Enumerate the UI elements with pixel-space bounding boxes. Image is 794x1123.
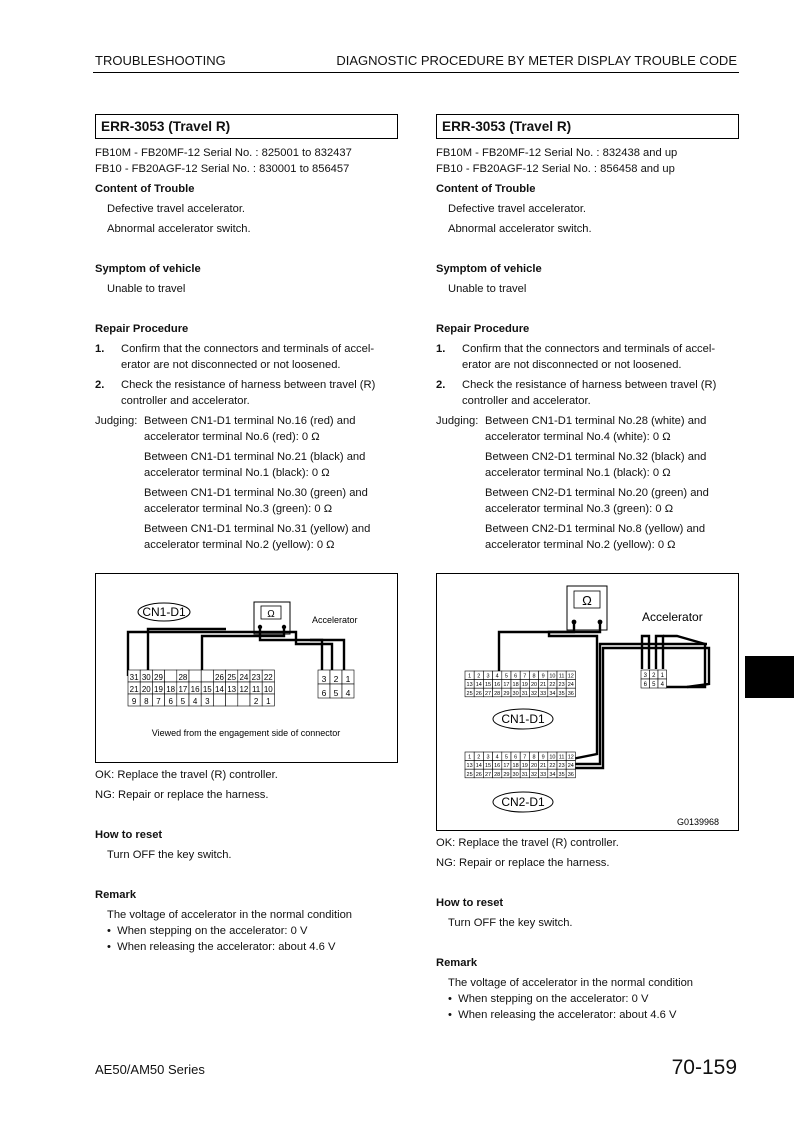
connector-cell [238,694,250,706]
right-remark-heading: Remark [436,957,478,969]
left-remark-2: • When stepping on the accelerator: 0 V [107,925,308,937]
right-content-1: Defective travel accelerator. [448,203,587,215]
terminal-number: 9 [541,673,545,680]
right-accelerator-connector [641,670,667,688]
right-column [436,114,739,1023]
left-judging-item: Between CN1-D1 terminal No.30 (green) and accelerator terminal No.3 (green): 0 Ω [144,487,368,515]
terminal-number: 8 [532,754,536,761]
right-step-1 [436,341,739,373]
left-step-2 [95,377,398,409]
terminal-number: 1 [660,673,664,679]
terminal-number: 26 [215,673,224,682]
terminal-number: 1 [468,673,472,680]
terminal-number: 22 [549,763,556,770]
terminal-number: 25 [227,673,237,682]
terminal-number: 8 [532,673,536,680]
left-wiring-figure [95,573,398,763]
right-cn2-connector-grid [465,752,575,778]
right-step-2 [436,377,739,409]
terminal-number: 27 [484,690,492,697]
terminal-number: 31 [129,673,139,682]
left-wiring-diagram [96,574,397,762]
right-cn1-label: CN1-D1 [501,712,545,726]
terminal-number: 29 [503,690,510,697]
right-content-2: Abnormal accelerator switch. [448,223,592,235]
right-reset: Turn OFF the key switch. [448,917,573,929]
terminal-number: 32 [530,690,538,697]
header-rule [93,72,739,73]
right-wiring-figure [436,573,739,831]
terminal-number: 3 [321,674,327,684]
terminal-number: 25 [466,771,473,778]
left-step-2-number: 2. [95,379,105,391]
terminal-number: 13 [227,685,237,694]
terminal-number: 31 [521,690,528,697]
right-remark-2: • When stepping on the accelerator: 0 V [448,993,649,1005]
terminal-number: 4 [660,682,664,688]
left-symptom: Unable to travel [107,283,186,295]
terminal-number: 21 [540,682,547,689]
terminal-number: 18 [166,685,176,694]
terminal-number: 6 [514,673,518,680]
terminal-number: 10 [549,754,556,761]
connector-cell [165,670,177,682]
terminal-number: 33 [540,690,547,697]
right-remark-3: • When releasing the accelerator: about 4.6 V [448,1009,677,1021]
terminal-number: 4 [495,754,499,761]
terminal-number: 26 [475,771,482,778]
terminal-number: 30 [141,673,151,682]
terminal-number: 11 [251,685,261,694]
terminal-number: 18 [512,763,519,770]
terminal-number: 34 [549,771,556,778]
terminal-number: 35 [558,771,565,778]
chapter-thumb-tab [745,656,794,698]
left-judging-item: Between CN1-D1 terminal No.21 (black) and accelerator terminal No.1 (black): 0 Ω [144,451,366,479]
terminal-number: 32 [530,771,538,778]
footer-page-number: 70-159 [671,1056,737,1079]
terminal-number: 23 [558,682,565,689]
left-step-2-line-a: Check the resistance of harness between travel (R) [121,379,376,391]
terminal-number: 31 [521,771,528,778]
terminal-number: 9 [131,697,137,706]
terminal-number: 28 [494,771,501,778]
terminal-number: 24 [239,673,249,682]
left-serial-1: FB10M - FB20MF-12 Serial No. : 825001 to 832437 [95,147,352,159]
left-step-1-line-a: Confirm that the connectors and terminals of accel- [121,343,375,355]
terminal-number: 15 [202,685,212,694]
terminal-number: 1 [468,754,472,761]
terminal-number: 5 [504,673,508,680]
left-figure-caption: Viewed from the engagement side of connector [151,728,341,738]
right-content-heading: Content of Trouble [436,183,536,195]
terminal-number: 13 [466,682,473,689]
terminal-number: 15 [484,682,492,689]
left-judging-item: Between CN1-D1 terminal No.16 (red) and accelerator terminal No.6 (red): 0 Ω [144,415,356,443]
right-judging [436,413,739,557]
terminal-number: 27 [484,771,492,778]
connector-cell [213,694,225,706]
left-repair-heading: Repair Procedure [95,323,189,335]
terminal-number: 19 [154,685,163,694]
terminal-number: 6 [643,682,647,688]
terminal-number: 25 [466,690,473,697]
terminal-number: 10 [549,673,556,680]
terminal-number: 28 [494,690,501,697]
terminal-number: 22 [549,682,556,689]
terminal-number: 18 [512,682,519,689]
terminal-number: 3 [643,673,647,679]
terminal-number: 7 [156,697,161,706]
terminal-number: 16 [494,682,501,689]
terminal-number: 15 [484,763,492,770]
terminal-number: 2 [477,673,481,680]
right-serial-2: FB10 - FB20AGF-12 Serial No. : 856458 and up [436,163,675,175]
terminal-number: 12 [567,673,574,680]
terminal-number: 7 [523,754,527,761]
terminal-number: 6 [321,688,327,698]
left-cn-label: CN1-D1 [142,605,186,619]
left-cn1-connector-grid [128,670,274,706]
left-symptom-heading: Symptom of vehicle [95,263,201,275]
terminal-number: 2 [253,697,259,706]
header-chapter-title: DIAGNOSTIC PROCEDURE BY METER DISPLAY TROUBLE CODE [336,53,737,68]
right-repair-heading: Repair Procedure [436,323,530,335]
terminal-number: 11 [558,673,565,680]
terminal-number: 5 [333,688,339,698]
terminal-number: 3 [205,697,210,706]
terminal-number: 29 [503,771,510,778]
terminal-number: 1 [345,674,351,684]
terminal-number: 1 [266,697,271,706]
terminal-number: 17 [178,685,188,694]
left-accelerator-label: Accelerator [312,615,358,625]
terminal-number: 17 [503,682,510,689]
terminal-number: 14 [215,685,224,694]
terminal-number: 21 [129,685,139,694]
terminal-number: 23 [558,763,565,770]
left-ohm-symbol: Ω [267,609,275,620]
left-judging-item: Between CN1-D1 terminal No.31 (yellow) and accelerator terminal No.2 (yellow): 0 Ω [144,523,371,551]
left-reset: Turn OFF the key switch. [107,849,232,861]
terminal-number: 12 [239,685,249,694]
terminal-number: 36 [567,690,574,697]
terminal-number: 33 [540,771,547,778]
right-remark-1: The voltage of accelerator in the normal condition [448,977,694,989]
connector-cell [189,670,201,682]
left-serial-2: FB10 - FB20AGF-12 Serial No. : 830001 to 856457 [95,163,350,175]
right-figure-code: G0139968 [676,817,719,827]
right-ohm-symbol: Ω [582,593,592,608]
left-remark-3: • When releasing the accelerator: about 4.6 V [107,941,336,953]
left-content-2: Abnormal accelerator switch. [107,223,251,235]
left-step-2-line-b: controller and accelerator. [121,395,250,407]
terminal-number: 4 [495,673,499,680]
terminal-number: 8 [144,697,149,706]
terminal-number: 16 [190,685,200,694]
terminal-number: 26 [475,690,482,697]
terminal-number: 4 [192,697,198,706]
left-step-1-number: 1. [95,343,105,355]
left-ng: NG: Repair or replace the harness. [95,789,269,801]
right-wiring-diagram [437,574,738,830]
terminal-number: 3 [486,673,490,680]
terminal-number: 5 [652,682,656,688]
connector-cell [201,670,213,682]
left-column [95,114,398,955]
terminal-number: 14 [475,682,482,689]
terminal-number: 36 [567,771,574,778]
terminal-number: 6 [168,697,173,706]
right-step-1-line-b: erator are not disconnected or not loosened. [462,359,682,371]
terminal-number: 3 [486,754,490,761]
terminal-number: 14 [475,763,482,770]
left-error-title: ERR-3053 (Travel R) [95,114,398,139]
right-symptom-heading: Symptom of vehicle [436,263,542,275]
left-content-1: Defective travel accelerator. [107,203,246,215]
terminal-number: 6 [514,754,518,761]
terminal-number: 13 [466,763,473,770]
terminal-number: 11 [558,754,565,761]
terminal-number: 17 [503,763,510,770]
terminal-number: 2 [652,673,656,679]
right-ok: OK: Replace the travel (R) controller. [436,837,619,849]
terminal-number: 30 [512,690,519,697]
terminal-number: 5 [504,754,508,761]
terminal-number: 20 [530,682,538,689]
right-ng: NG: Repair or replace the harness. [436,857,610,869]
connector-cell [226,694,238,706]
left-step-1 [95,341,398,373]
left-reset-heading: How to reset [95,829,163,841]
terminal-number: 2 [333,674,339,684]
terminal-number: 23 [251,673,261,682]
right-judging-item: Between CN1-D1 terminal No.28 (white) and accelerator terminal No.4 (white): 0 Ω [485,415,707,443]
terminal-number: 2 [477,754,481,761]
left-step-1-line-b: erator are not disconnected or not loosened. [121,359,341,371]
terminal-number: 4 [345,688,351,698]
right-judging-item: Between CN2-D1 terminal No.32 (black) and accelerator terminal No.1 (black): 0 Ω [485,451,707,479]
terminal-number: 10 [263,685,273,694]
terminal-number: 19 [521,682,528,689]
terminal-number: 20 [530,763,538,770]
terminal-number: 12 [567,754,574,761]
left-judging [95,413,398,557]
terminal-number: 21 [540,763,547,770]
right-judging-item: Between CN2-D1 terminal No.8 (yellow) and accelerator terminal No.2 (yellow): 0 Ω [485,523,706,551]
right-cn2-label: CN2-D1 [501,795,545,809]
terminal-number: 30 [512,771,519,778]
terminal-number: 9 [541,754,545,761]
left-content-heading: Content of Trouble [95,183,195,195]
terminal-number: 16 [494,763,501,770]
terminal-number: 19 [521,763,528,770]
terminal-number: 24 [567,763,574,770]
left-ok: OK: Replace the travel (R) controller. [95,769,278,781]
terminal-number: 24 [567,682,574,689]
left-accelerator-connector [318,670,354,698]
right-judging-label: Judging: [436,415,479,427]
left-judging-label: Judging: [95,415,138,427]
right-step-1-number: 1. [436,343,446,355]
terminal-number: 22 [263,673,273,682]
right-accelerator-label: Accelerator [642,610,703,624]
terminal-number: 28 [178,673,188,682]
left-remark-1: The voltage of accelerator in the normal condition [107,909,353,921]
right-step-2-line-b: controller and accelerator. [462,395,591,407]
right-step-2-line-a: Check the resistance of harness between travel (R) [462,379,717,391]
header-section-label: TROUBLESHOOTING [95,53,226,68]
right-serial-1: FB10M - FB20MF-12 Serial No. : 832438 and up [436,147,678,159]
footer-series: AE50/AM50 Series [95,1062,205,1077]
terminal-number: 35 [558,690,565,697]
right-cn1-connector-grid [465,671,575,697]
terminal-number: 34 [549,690,556,697]
right-step-1-line-a: Confirm that the connectors and terminals of accel- [462,343,716,355]
right-symptom: Unable to travel [448,283,527,295]
right-judging-item: Between CN2-D1 terminal No.20 (green) and accelerator terminal No.3 (green): 0 Ω [485,487,709,515]
right-step-2-number: 2. [436,379,446,391]
right-reset-heading: How to reset [436,897,504,909]
terminal-number: 29 [154,673,163,682]
terminal-number: 5 [180,697,186,706]
terminal-number: 7 [523,673,527,680]
right-error-title: ERR-3053 (Travel R) [436,114,739,139]
left-remark-heading: Remark [95,889,137,901]
terminal-number: 20 [141,685,151,694]
